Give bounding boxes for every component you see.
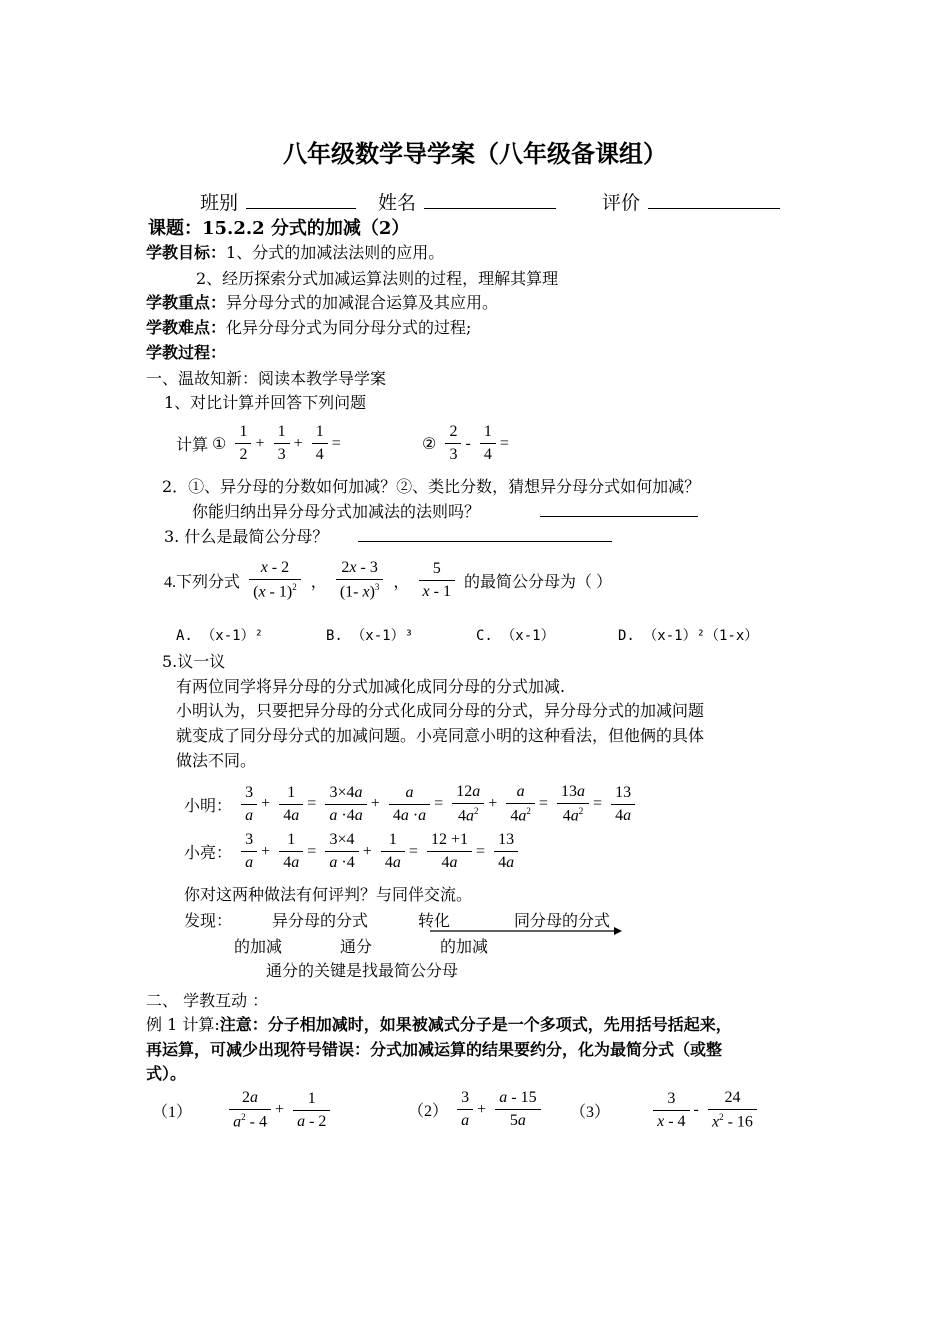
- question-1: 1、对比计算并回答下列问题: [164, 393, 367, 412]
- xiaoliang-solution: 小亮： $\frac{3}{a}$ + $\frac{1}{4a}$ = $\frac{3\times 4}{a \cdot 4}$ + $\frac{1}{4a}$ = $\frac{12 +1}{4a}$ = $\frac{13}{4a}$: [182, 832, 520, 871]
- fraction: $\frac{24}{x^2 - 16}$: [708, 1090, 757, 1130]
- question-4-suffix: 的最简公分母为（ ）: [464, 573, 613, 591]
- difficulty-line: [146, 315, 471, 338]
- option-c[interactable]: C. （x-1）: [476, 628, 555, 644]
- key-line: [146, 290, 498, 313]
- exercise-2: （2） $\frac{3}{a}$ + $\frac{a - 15}{5a}$: [406, 1090, 543, 1129]
- question-4-prefix: 4.下列分式: [164, 573, 241, 591]
- exercise-3-label: （3）: [570, 1103, 611, 1121]
- topic-label: 课题：: [148, 218, 202, 239]
- found-a: 异分母的分式: [272, 911, 369, 930]
- fraction: $\frac{1}{3}$: [274, 424, 290, 463]
- fraction: $\frac{12 +1}{4a}$: [427, 832, 472, 871]
- found-b: 转化: [418, 911, 451, 930]
- note-line2: 再运算，可减少出现符号错误：分式加减运算的结果要约分，化为最简分式（或整: [146, 1040, 723, 1059]
- fraction: $\frac{a}{4a \cdot a}$: [389, 785, 430, 824]
- q5-paragraph-2: 小明认为，只要把异分母的分式化成同分母的分式，异分母分式的加减问题: [176, 701, 705, 720]
- difficulty-label: 学教难点：: [146, 318, 227, 337]
- exercise-3: （3） $\frac{3}{x - 4}$ - $\frac{24}{x^2 - 16}$: [568, 1090, 759, 1130]
- fraction: $\frac{1}{a - 2}$: [293, 1091, 330, 1130]
- found-c: 同分母的分式: [514, 911, 611, 930]
- exercise-1-label: （1）: [152, 1103, 193, 1121]
- found-key: 通分的关键是找最简公分母: [266, 961, 459, 980]
- answer-line-2[interactable]: [540, 516, 698, 517]
- circle-1: ①: [212, 435, 227, 453]
- fraction: $\frac{3\times 4a}{a \cdot 4a}$: [325, 785, 366, 824]
- question-5: 5.议一议: [162, 652, 226, 671]
- class-field[interactable]: [246, 208, 356, 209]
- xiaoliang-label: 小亮：: [184, 845, 233, 862]
- difficulty-value: 化异分母分式为同分母分式的过程;: [226, 318, 472, 337]
- name-field[interactable]: [424, 208, 556, 209]
- key-value: 异分母分式的加减混合运算及其应用。: [226, 293, 499, 312]
- option-b[interactable]: B. （x-1）³: [326, 628, 414, 644]
- answer-line-3[interactable]: [358, 541, 612, 542]
- page-title: 八年级数学导学案（八年级备课组）: [283, 139, 667, 168]
- option-a[interactable]: A. （x-1）²: [176, 628, 264, 644]
- fraction: $\frac{1}{4}$: [480, 424, 496, 463]
- comment-prompt: 你对这两种做法有何评判？与同伴交流。: [184, 885, 473, 904]
- fraction: $\frac{3}{a}$: [457, 1090, 473, 1129]
- key-label: 学教重点：: [146, 293, 227, 312]
- calc-row-2: ② $\frac{2}{3}$ - $\frac{1}{4}$ =: [422, 423, 509, 463]
- question-2-line2: 你能归纳出异分母分式加减法的法则吗？: [192, 502, 481, 521]
- fraction: $\frac{5}{x - 1}$: [419, 561, 455, 600]
- found-d: 的加减: [234, 937, 283, 956]
- name-label: 姓名: [378, 192, 417, 214]
- topic-value: 15.2.2 分式的加减（2）: [202, 218, 410, 239]
- eval-label: 评价: [602, 192, 641, 214]
- section1-heading: 一、温故知新：阅读本教学导学案: [146, 369, 387, 388]
- q5-paragraph-4: 做法不同。: [176, 751, 257, 770]
- fraction: $\frac{1}{4a}$: [279, 785, 303, 824]
- calc-row-1: 计算 ① $\frac{1}{2}$ + $\frac{1}{3}$ + $\frac{1}{4}$ =: [176, 423, 341, 463]
- calc-label: 计算: [176, 437, 209, 454]
- example-prefix: 例 1 计算:: [146, 1015, 220, 1034]
- xiaoming-label: 小明：: [184, 797, 233, 815]
- found-e: 通分: [340, 937, 373, 956]
- example-note-line1: [146, 1012, 732, 1035]
- fraction: $\frac{1}{2}$: [235, 424, 251, 463]
- fraction: $\frac{3\times 4}{a \cdot 4}$: [325, 832, 358, 871]
- goals-item1: 1、分式的加减法法则的应用。: [226, 243, 445, 262]
- fraction: $\frac{3}{a}$: [241, 785, 257, 824]
- option-d[interactable]: D. （x-1）²（1-x）: [618, 628, 759, 644]
- fraction: $\frac{2a}{a^2 - 4}$: [229, 1090, 271, 1130]
- found-f: 的加减: [440, 937, 489, 956]
- fraction: $\frac{13a}{4a^2}$: [557, 784, 589, 824]
- fraction: $\frac{a - 15}{5a}$: [495, 1090, 540, 1129]
- fraction: $\frac{12a}{4a^2}$: [452, 784, 484, 824]
- goals-line: [146, 240, 444, 263]
- fraction: $\frac{1}{4a}$: [381, 832, 405, 871]
- fraction: $\frac{13}{4a}$: [611, 785, 635, 824]
- class-label: 班别: [200, 192, 239, 214]
- section2-heading: 二、 学教互动 ：: [146, 991, 269, 1010]
- question-2-line1: 2．①、异分母的分数如何加减？②、类比分数，猜想异分母分式如何加减？: [162, 477, 701, 496]
- found-label: 发现：: [184, 911, 233, 930]
- eval-field[interactable]: [648, 208, 780, 209]
- fraction: $\frac{3}{x - 4}$: [653, 1091, 689, 1130]
- fraction: $\frac{2}{3}$: [445, 424, 461, 463]
- note-line3: 式）。: [146, 1064, 187, 1083]
- goals-label: 学教目标：: [146, 243, 227, 262]
- fraction: $\frac{1}{4a}$: [279, 832, 303, 871]
- q5-paragraph-1: 有两位同学将异分母的分式加减化成同分母的分式加减.: [176, 677, 566, 696]
- note-line1: 注意：分子相加减时，如果被减式分子是一个多项式，先用括号括起来，: [219, 1015, 732, 1034]
- fraction: $\frac{13}{4a}$: [494, 832, 518, 871]
- question-3: 3. 什么是最简公分母？: [164, 527, 329, 546]
- fraction: $\frac{x - 2}{(x - 1)^2}$: [249, 560, 301, 600]
- fraction: $\frac{a}{4a^2}$: [506, 784, 535, 824]
- circle-2: ②: [422, 435, 437, 453]
- xiaoming-solution: 小明： $\frac{3}{a}$ + $\frac{1}{4a}$ = $\frac{3\times 4a}{a \cdot 4a}$ + $\frac{a}{4a \cdot a}$ = $\frac{12a}{4a^2}$ + $\frac{a}{4a^2}$ = $\frac{13a}{4a^2}$ = $\frac{13}{4a}$: [182, 784, 637, 824]
- goals-item2: 2、经历探索分式加减运算法则的过程，理解其算理: [196, 269, 559, 288]
- fraction: $\frac{2x - 3}{(1- x)^3}$: [336, 560, 384, 600]
- q5-paragraph-3: 就变成了同分母分式的加减问题。小亮同意小明的这种看法，但他俩的具体: [176, 726, 705, 745]
- fraction: $\frac{3}{a}$: [241, 832, 257, 871]
- topic: [148, 214, 409, 240]
- exercise-1: （1） $\frac{2a}{a^2 - 4}$ + $\frac{1}{a - 2}$: [150, 1090, 332, 1130]
- question-4: 4.下列分式 $\frac{x - 2}{(x - 1)^2}$ ， $\frac{2x - 3}{(1- x)^3}$ ， $\frac{5}{x - 1}$ 的最简公分母为（ ）: [164, 559, 613, 601]
- fraction: $\frac{1}{4}$: [312, 424, 328, 463]
- process-label: 学教过程：: [146, 343, 227, 362]
- exercise-2-label: （2）: [408, 1103, 449, 1120]
